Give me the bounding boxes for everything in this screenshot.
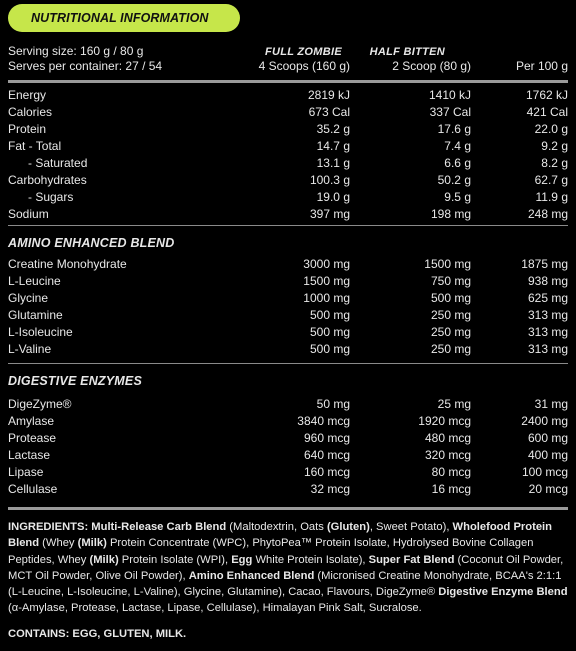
row-value: 32 mcg — [310, 482, 350, 496]
row-value: 17.6 g — [437, 122, 471, 136]
row-value: 337 Cal — [429, 105, 471, 119]
column-name-full-zombie: FULL ZOMBIE — [264, 46, 342, 58]
ingredient-bold-text: Egg — [231, 553, 253, 566]
row-label: Fat - Total — [8, 139, 62, 153]
row-value: 480 mcg — [424, 431, 471, 445]
row-value: 250 mg — [430, 342, 471, 356]
row-value: 198 mg — [430, 207, 471, 221]
row-label: Energy — [8, 88, 47, 102]
header-title: NUTRITIONAL INFORMATION — [31, 11, 209, 25]
nutrition-row — [8, 104, 568, 121]
row-label: Calories — [8, 105, 53, 119]
row-label: Protein — [8, 122, 47, 136]
serving-row-2 — [8, 58, 568, 75]
row-label: Lipase — [8, 465, 44, 479]
enzyme-row — [8, 396, 568, 413]
row-value: 1500 mg — [424, 257, 471, 271]
row-value: 80 mcg — [431, 465, 471, 479]
row-value: 2400 mg — [521, 414, 568, 428]
row-value: 1920 mcg — [418, 414, 471, 428]
ingredient-text: (Whey — [39, 537, 78, 550]
nutrition-row — [8, 206, 568, 223]
row-value: 313 mg — [527, 342, 568, 356]
amino-row — [8, 307, 568, 324]
nutrition-row — [8, 189, 568, 206]
amino-row — [8, 256, 568, 273]
enzymes-section-title: DIGESTIVE ENZYMES — [8, 374, 142, 388]
row-value: 100.3 g — [309, 173, 350, 187]
row-value: 500 mg — [430, 291, 471, 305]
serving-size-label: Serving size: 160 g / 80 g — [8, 44, 144, 58]
ingredient-bold-text: Super Fat Blend — [368, 553, 455, 566]
row-value: 9.2 g — [541, 139, 568, 153]
column-sub-per-100g: Per 100 g — [515, 59, 568, 73]
row-value: 250 mg — [430, 308, 471, 322]
enzyme-row — [8, 447, 568, 464]
row-value: 9.5 g — [444, 190, 471, 204]
amino-row — [8, 341, 568, 358]
row-value: 400 mg — [527, 448, 568, 462]
row-label: Lactase — [8, 448, 51, 462]
column-name-half-bitten: HALF BITTEN — [369, 46, 445, 58]
row-value: 397 mg — [309, 207, 350, 221]
row-value: 16 mcg — [431, 482, 471, 496]
row-value: 3840 mcg — [297, 414, 350, 428]
enzyme-row — [8, 464, 568, 481]
ingredient-bold-text: (Milk) — [77, 537, 107, 550]
ingredient-text: Protein Concentrate (WPC), PhytoPea™ Protein Isolate, Hydrolysed Bovine Collagen Peptides, Whey — [8, 537, 534, 566]
row-value: 20 mcg — [528, 482, 568, 496]
row-value: 2819 kJ — [307, 88, 350, 102]
nutrition-row — [8, 138, 568, 155]
row-value: 100 mcg — [521, 465, 568, 479]
row-value: 313 mg — [527, 308, 568, 322]
row-label: DigeZyme® — [8, 397, 72, 411]
row-value: 25 mg — [437, 397, 471, 411]
row-label: Glutamine — [8, 308, 63, 322]
column-sub-full-zombie: 4 Scoops (160 g) — [258, 59, 350, 73]
row-value: 7.4 g — [444, 139, 471, 153]
row-value: 1410 kJ — [428, 88, 471, 102]
ingredient-text: (Micronised Creatine Monohydrate, BCAA's 2:1:1 (L-Leucine, L-Isoleucine, L-Valine), Glycine, Glutamine), Cacao, Flavours, DigeZyme® — [8, 569, 562, 599]
row-value: 421 Cal — [526, 105, 568, 119]
ingredient-text: (Maltodextrin, Oats — [226, 521, 327, 533]
ingredient-bold-text: INGREDIENTS: Multi-Release Carb Blend — [8, 521, 227, 533]
ingredient-text: White Protein Isolate), — [252, 553, 369, 566]
row-value: 500 mg — [309, 308, 350, 322]
row-value: 248 mg — [527, 207, 568, 221]
nutrition-row — [8, 155, 568, 172]
row-value: 50.2 g — [437, 173, 471, 187]
row-value: 8.2 g — [541, 156, 568, 170]
row-value: 6.6 g — [444, 156, 471, 170]
amino-row — [8, 324, 568, 341]
row-label: Glycine — [8, 291, 49, 305]
nutrition-row — [8, 172, 568, 189]
row-value: 640 mcg — [303, 448, 350, 462]
row-value: 13.1 g — [316, 156, 350, 170]
row-value: 11.9 g — [535, 190, 568, 204]
row-value: 600 mg — [527, 431, 568, 445]
row-value: 31 mg — [534, 397, 568, 411]
ingredients-text — [8, 519, 570, 617]
row-label: Carbohydrates — [8, 173, 87, 187]
row-value: 673 Cal — [308, 105, 350, 119]
row-value: 19.0 g — [316, 190, 350, 204]
row-value: 625 mg — [527, 291, 568, 305]
row-value: 1762 kJ — [525, 88, 568, 102]
row-label: L-Valine — [8, 342, 52, 356]
row-label: Amylase — [8, 414, 55, 428]
row-value: 960 mcg — [303, 431, 350, 445]
row-value: 313 mg — [527, 325, 568, 339]
amino-separator — [8, 363, 568, 364]
row-value: 938 mg — [527, 274, 568, 288]
ingredient-text: Protein Isolate (WPI), — [118, 553, 232, 566]
ingredient-text: , Sweet Potato), — [369, 521, 453, 533]
nutrition-row — [8, 121, 568, 138]
enzyme-row — [8, 413, 568, 430]
row-label: L-Isoleucine — [8, 325, 73, 339]
header-separator — [8, 80, 568, 83]
row-label: Sodium — [8, 207, 49, 221]
ingredient-bold-text: (Milk) — [89, 553, 119, 566]
serves-per-container-label: Serves per container: 27 / 54 — [8, 59, 163, 73]
enzyme-row — [8, 430, 568, 447]
row-value: 1000 mg — [303, 291, 350, 305]
ingredient-text: (α-Amylase, Protease, Lactase, Lipase, Cellulase), Himalayan Pink Salt, Sucralose. — [8, 602, 422, 615]
enzyme-row — [8, 481, 568, 498]
row-label: Cellulase — [8, 482, 58, 496]
row-value: 1500 mg — [303, 274, 350, 288]
ingredient-bold-text: Digestive Enzyme Blend — [438, 586, 568, 599]
row-value: 160 mcg — [303, 465, 350, 479]
row-value: 500 mg — [309, 342, 350, 356]
row-value: 50 mg — [316, 397, 350, 411]
amino-row — [8, 290, 568, 307]
ingredient-bold-text: (Gluten) — [326, 521, 370, 533]
row-value: 35.2 g — [316, 122, 350, 136]
row-label: - Saturated — [28, 156, 88, 170]
row-value: 320 mcg — [424, 448, 471, 462]
column-sub-half-bitten: 2 Scoop (80 g) — [392, 59, 471, 73]
row-label: L-Leucine — [8, 274, 61, 288]
row-value: 500 mg — [309, 325, 350, 339]
nutrition-separator — [8, 225, 568, 226]
row-value: 750 mg — [430, 274, 471, 288]
allergen-contains: CONTAINS: EGG, GLUTEN, MILK. — [8, 628, 187, 640]
row-label: - Sugars — [28, 190, 74, 204]
row-value: 1875 mg — [521, 257, 568, 271]
row-label: Protease — [8, 431, 57, 445]
row-label: Creatine Monohydrate — [8, 257, 127, 271]
row-value: 62.7 g — [534, 173, 568, 187]
ingredient-bold-text: Wholefood Protein Blend — [8, 521, 552, 550]
row-value: 3000 mg — [303, 257, 350, 271]
header-title-pill — [8, 4, 240, 32]
ingredient-bold-text: Amino Enhanced Blend — [188, 569, 315, 582]
row-value: 250 mg — [430, 325, 471, 339]
ingredient-text: (Coconut Oil Powder, MCT Oil Powder, Olive Oil Powder), — [8, 553, 564, 582]
nutrition-row — [8, 87, 568, 104]
amino-row — [8, 273, 568, 290]
row-value: 14.7 g — [316, 139, 350, 153]
row-value: 22.0 g — [534, 122, 568, 136]
ingredients-separator — [8, 507, 568, 510]
amino-section-title: AMINO ENHANCED BLEND — [8, 236, 175, 250]
